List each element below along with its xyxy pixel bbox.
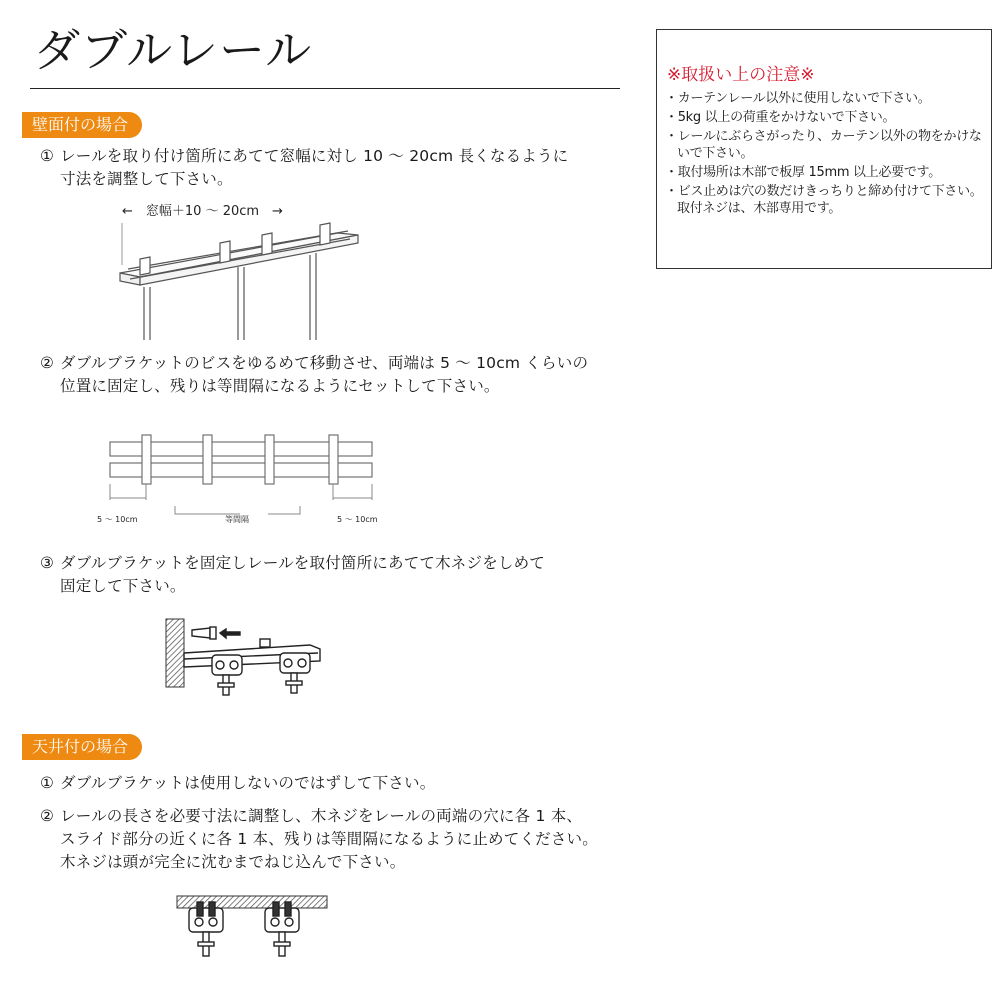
step-text: レールを取り付け箇所にあてて窓幅に対し 10 〜 20cm 長くなるように [60, 147, 569, 165]
page-title: ダブルレール [34, 23, 313, 77]
step-text: 固定して下さい。 [60, 577, 186, 595]
title-underline [30, 88, 620, 89]
wall-step-1 [40, 145, 568, 191]
caution-item: ・取付場所は木部で板厚 15mm 以上必要です。 [665, 165, 941, 180]
ceiling-mount-diagram [175, 892, 330, 964]
step-text: 位置に固定し、残りは等間隔になるようにセットして下さい。 [60, 377, 500, 395]
step-text: ダブルブラケットのビスをゆるめて移動させ、両端は 5 〜 10cm くらいの [60, 354, 589, 372]
caution-item: ・5kg 以上の荷重をかけないで下さい。 [665, 110, 896, 125]
ceiling-step-1 [40, 772, 435, 795]
step-text: 寸法を調整して下さい。 [60, 170, 233, 188]
caution-item: ・レールにぶらさがったり、カーテン以外の物をかけないで下さい。 [665, 129, 982, 161]
ceiling-mount-tag: 天井付の場合 [22, 734, 142, 760]
rail-width-diagram [100, 195, 370, 345]
caution-item: ・カーテンレール以外に使用しないで下さい。 [665, 91, 931, 106]
wall-mount-tag: 壁面付の場合 [22, 112, 142, 138]
step-number: ① [40, 147, 55, 165]
step-text: 木ネジは頭が完全に沈むまでねじ込んで下さい。 [60, 853, 406, 871]
step-text: スライド部分の近くに各 1 本、残りは等間隔になるように止めてください。 [60, 830, 598, 848]
wall-step-3 [40, 552, 545, 598]
step-number: ① [40, 774, 55, 792]
step-text: レールの長さを必要寸法に調整し、木ネジをレールの両端の穴に各 1 本、 [60, 807, 583, 825]
ceiling-step-2 [40, 805, 598, 874]
wall-bracket-diagram [160, 615, 335, 705]
bracket-spacing-diagram [95, 430, 395, 530]
step-text: ダブルブラケットは使用しないのではずして下さい。 [60, 774, 436, 792]
caution-list [665, 90, 991, 217]
caution-box [656, 29, 992, 269]
caution-item: ・ビス止めは穴の数だけきっちりと締め付けて下さい。取付ネジは、木部専用です。 [665, 184, 983, 216]
window-width-label: ← 窓幅＋10 〜 20cm → [122, 204, 283, 219]
caution-title: ※取扱い上の注意※ [667, 65, 815, 85]
equal-spacing-label: 等間隔 [225, 515, 249, 524]
step-number: ③ [40, 554, 55, 572]
step-text: ダブルブラケットを固定しレールを取付箇所にあてて木ネジをしめて [60, 554, 545, 572]
end-margin-right-label: 5 〜 10cm [337, 515, 378, 524]
step-number: ② [40, 354, 55, 372]
end-margin-left-label: 5 〜 10cm [97, 515, 138, 524]
step-number: ② [40, 807, 55, 825]
wall-step-2 [40, 352, 588, 398]
